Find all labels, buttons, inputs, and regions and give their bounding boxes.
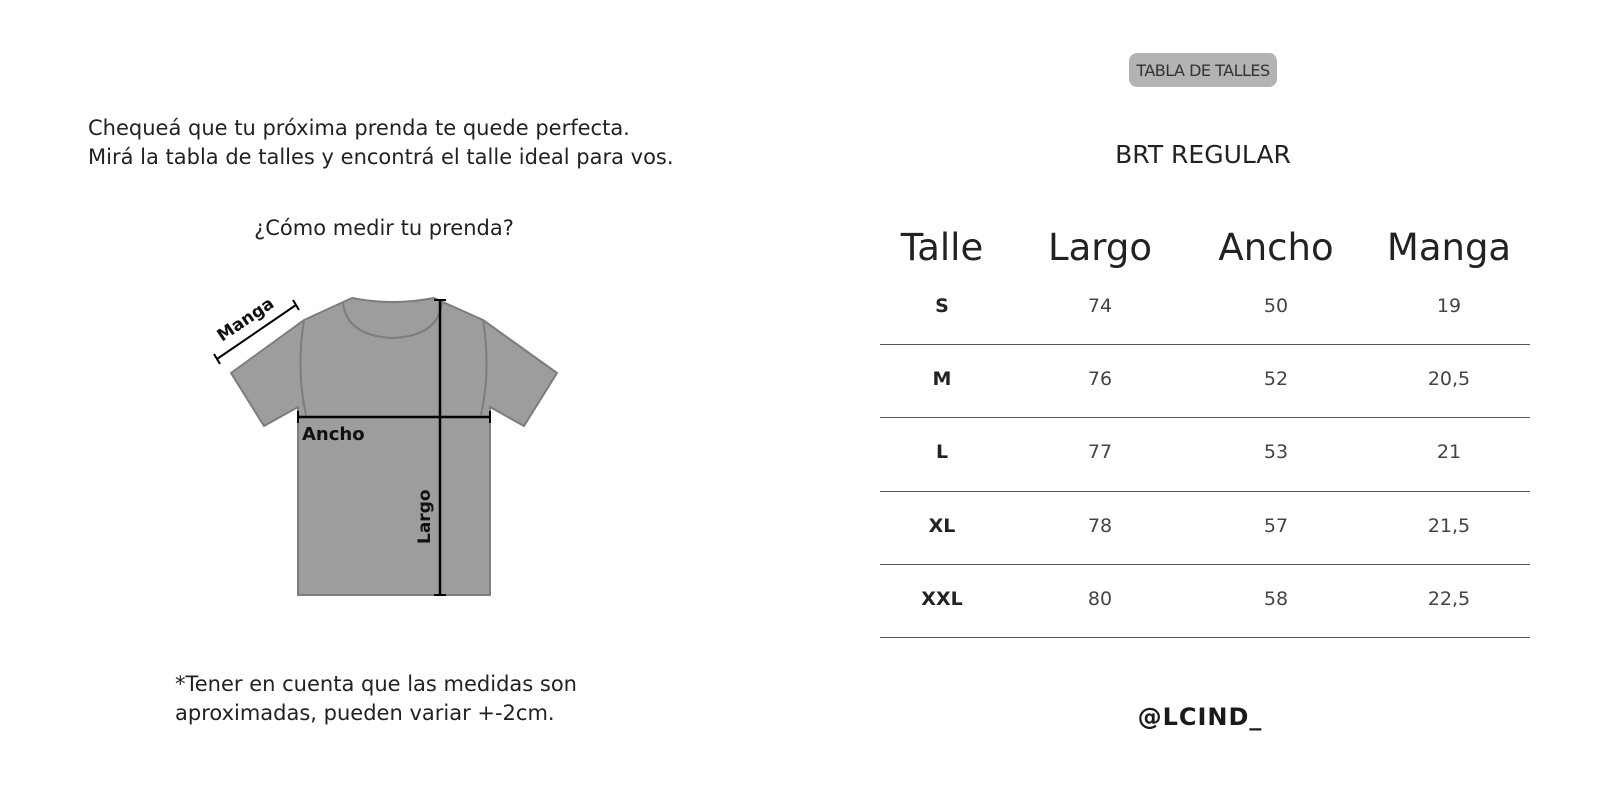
manga-label: Manga bbox=[213, 293, 278, 347]
fit-title: BRT REGULAR bbox=[1115, 140, 1291, 169]
size-table-badge: TABLA DE TALLES bbox=[1129, 53, 1277, 87]
cell-largo: 76 bbox=[1087, 368, 1113, 390]
header-ancho: Ancho bbox=[1218, 226, 1334, 269]
cell-manga: 20,5 bbox=[1427, 368, 1471, 390]
cell-talle: S bbox=[935, 295, 949, 317]
cell-largo: 80 bbox=[1087, 588, 1113, 610]
brand-handle: @LCIND_ bbox=[1137, 703, 1263, 731]
cell-largo: 77 bbox=[1087, 441, 1113, 463]
how-to-measure-title: ¿Cómo medir tu prenda? bbox=[254, 216, 514, 240]
cell-ancho: 52 bbox=[1263, 368, 1289, 390]
intro-text bbox=[88, 114, 674, 172]
tshirt-measure-diagram bbox=[200, 280, 580, 610]
row-divider bbox=[880, 491, 1530, 492]
cell-ancho: 58 bbox=[1263, 588, 1289, 610]
cell-ancho: 57 bbox=[1263, 515, 1289, 537]
cell-largo: 78 bbox=[1087, 515, 1113, 537]
note-line-2: aproximadas, pueden variar +-2cm. bbox=[175, 701, 555, 725]
header-largo: Largo bbox=[1048, 226, 1152, 269]
intro-line-1: Chequeá que tu próxima prenda te quede perfecta. bbox=[88, 116, 630, 140]
cell-manga: 19 bbox=[1436, 295, 1462, 317]
ancho-label: Ancho bbox=[302, 424, 365, 445]
cell-manga: 22,5 bbox=[1427, 588, 1471, 610]
cell-talle: XL bbox=[928, 515, 956, 537]
row-divider bbox=[880, 344, 1530, 345]
header-talle: Talle bbox=[900, 226, 984, 269]
row-divider bbox=[880, 564, 1530, 565]
largo-label: Largo bbox=[415, 489, 435, 544]
cell-ancho: 53 bbox=[1263, 441, 1289, 463]
header-manga: Manga bbox=[1386, 226, 1512, 269]
cell-ancho: 50 bbox=[1263, 295, 1289, 317]
cell-talle: L bbox=[935, 441, 949, 463]
note-line-1: *Tener en cuenta que las medidas son bbox=[175, 672, 577, 696]
row-divider bbox=[880, 417, 1530, 418]
measurement-note bbox=[175, 670, 577, 728]
cell-talle: M bbox=[932, 368, 952, 390]
intro-line-2: Mirá la tabla de talles y encontrá el talle ideal para vos. bbox=[88, 145, 674, 169]
row-divider bbox=[880, 637, 1530, 638]
cell-largo: 74 bbox=[1087, 295, 1113, 317]
tshirt-shape bbox=[231, 298, 557, 595]
cell-manga: 21,5 bbox=[1427, 515, 1471, 537]
cell-talle: XXL bbox=[921, 588, 963, 610]
cell-manga: 21 bbox=[1436, 441, 1462, 463]
